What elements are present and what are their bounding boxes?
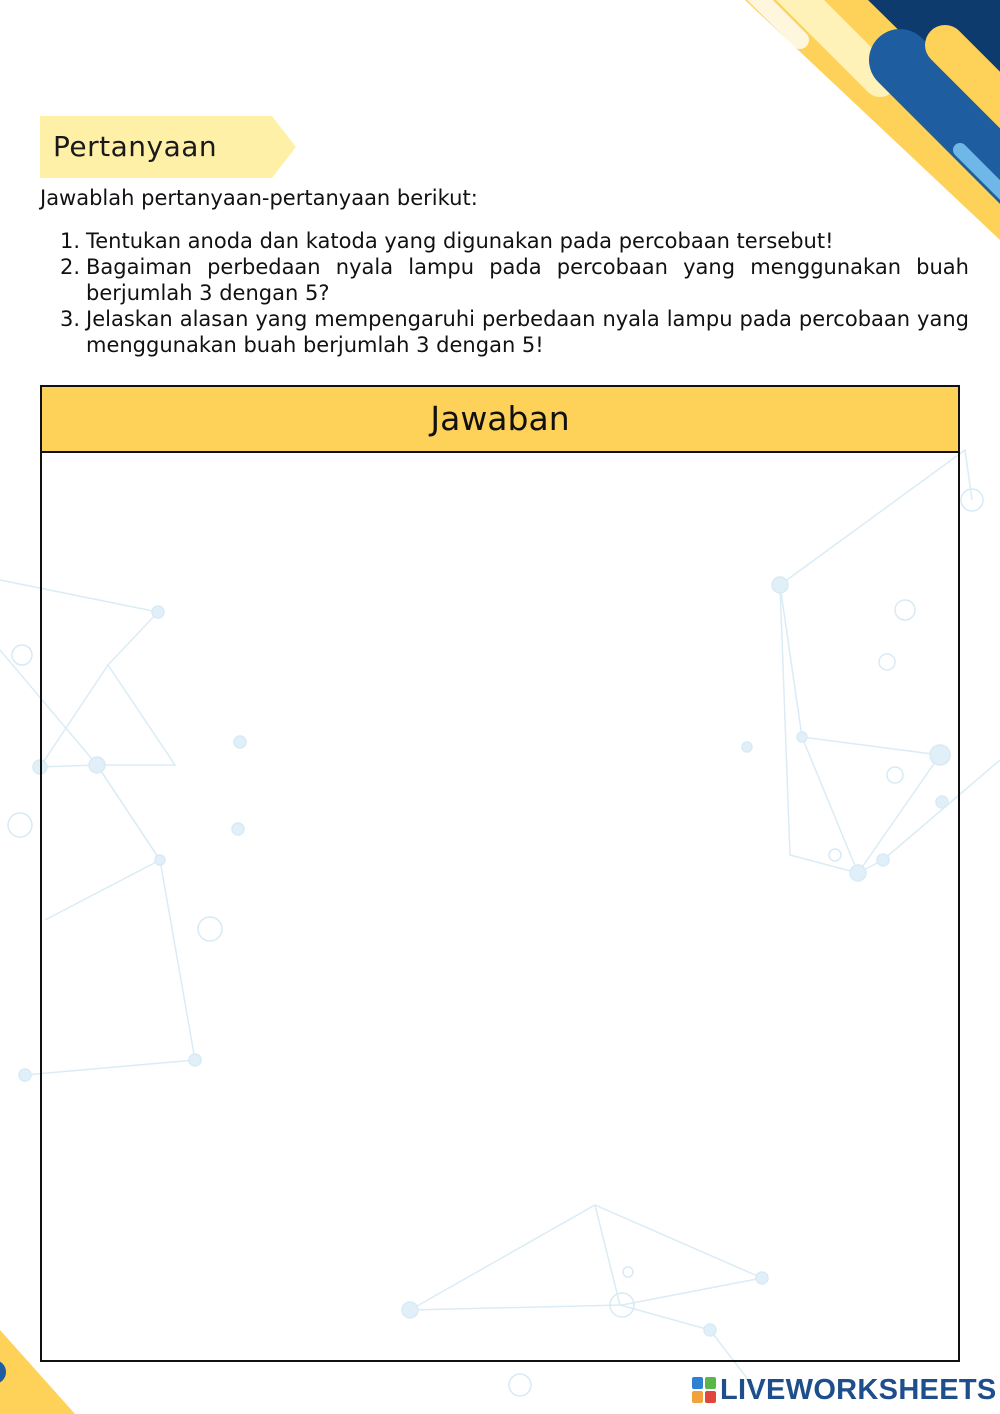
answer-input[interactable] bbox=[42, 453, 958, 1360]
logo-tile-i bbox=[705, 1377, 716, 1389]
answer-box bbox=[40, 385, 960, 1362]
question-item bbox=[60, 254, 969, 306]
brand-name: LIVEWORKSHEETS bbox=[720, 1373, 997, 1406]
question-number: 1. bbox=[60, 229, 81, 253]
question-item bbox=[60, 228, 969, 254]
corner-stripes-decoration bbox=[740, 0, 1000, 240]
liveworksheets-logo-icon bbox=[692, 1377, 716, 1403]
logo-tile-e bbox=[705, 1391, 716, 1403]
logo-tile-l bbox=[692, 1377, 703, 1389]
brand-logo[interactable] bbox=[692, 1373, 997, 1407]
section-title: Pertanyaan bbox=[53, 130, 218, 163]
question-text: Bagaiman perbedaan nyala lampu pada percobaan yang menggunakan buah berjumlah 3 dengan 5? bbox=[86, 255, 969, 305]
question-number: 2. bbox=[60, 255, 81, 279]
question-text: Tentukan anoda dan katoda yang digunakan pada percobaan tersebut! bbox=[86, 229, 834, 253]
answer-header: Jawaban bbox=[42, 387, 958, 453]
section-heading bbox=[40, 116, 296, 178]
question-text: Jelaskan alasan yang mempengaruhi perbedaan nyala lampu pada percobaan yang menggunakan buah berjumlah 3 dengan 5! bbox=[86, 307, 969, 357]
question-number: 3. bbox=[60, 307, 81, 331]
logo-tile-v bbox=[692, 1391, 703, 1403]
question-item bbox=[60, 306, 969, 358]
question-list bbox=[60, 228, 969, 358]
instructions-text: Jawablah pertanyaan-pertanyaan berikut: bbox=[40, 186, 478, 210]
